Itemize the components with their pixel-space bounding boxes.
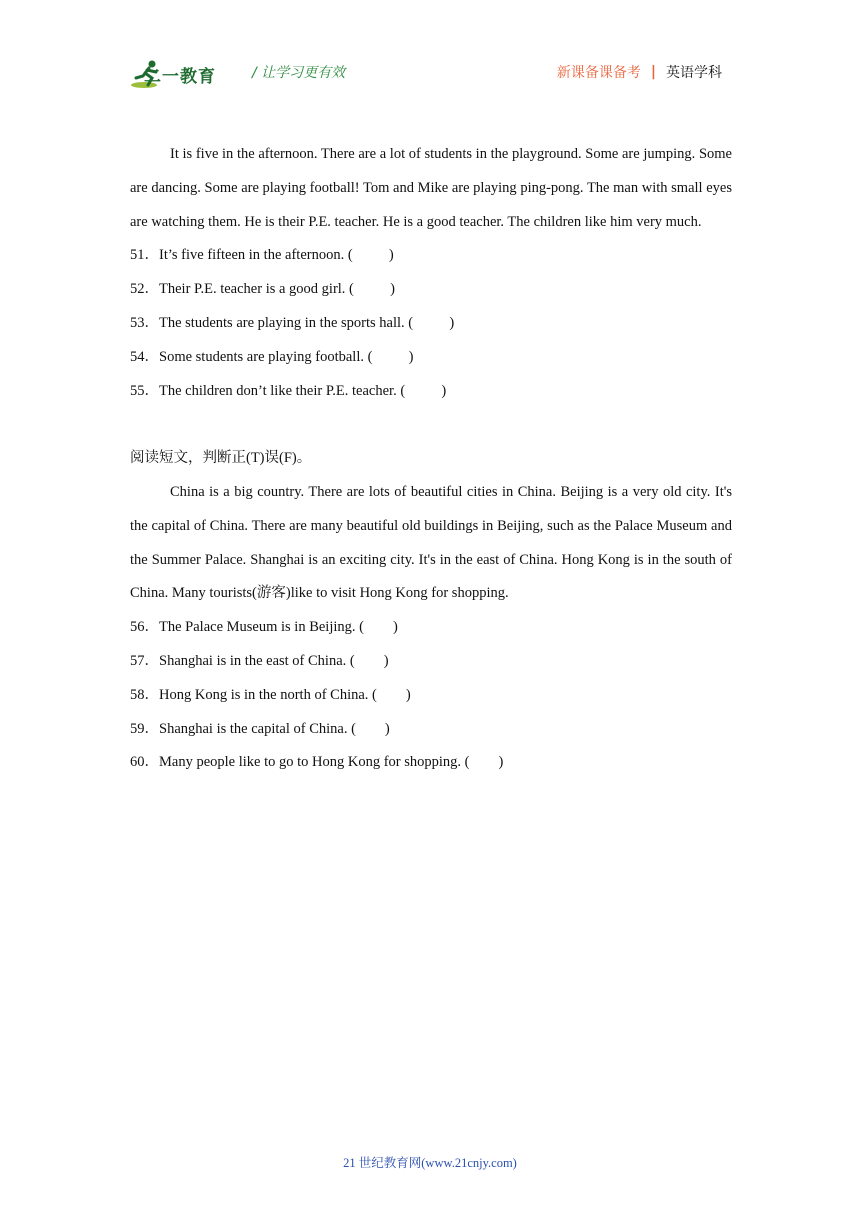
subject-label: 英语学科 <box>666 65 722 81</box>
question-52: 52．Their P.E. teacher is a good girl. ( ) <box>130 281 395 298</box>
slogan: / 让学习更有效 <box>252 65 346 81</box>
question-51: 51．It’s five fifteen in the afternoon. ( ) <box>130 247 394 264</box>
passage-1: It is five in the afternoon. There are a lot of students in the playground. Some are jumping. Some are dancing. Some are playing football! Tom and Mike are playing ping-pong. The man with small eyes are watching them. He is their P.E. teacher. He is a good teacher. The children like him very much. <box>130 146 732 230</box>
question-55: 55．The children don’t like their P.E. teacher. ( ) <box>130 382 447 399</box>
question-53: 53．The students are playing in the sports hall. ( ) <box>130 314 455 331</box>
section-gap <box>130 408 732 442</box>
header-right <box>557 62 722 82</box>
section-instruction: 阅读短文，判断正(T)误(F)。 <box>130 450 312 467</box>
exam-label: 新课备课备考 <box>556 65 641 81</box>
question-58: 58．Hong Kong is in the north of China. ( ) <box>130 686 411 703</box>
logo-text: 二一教育 <box>144 67 216 87</box>
page-footer: 21 世纪教育网(www.21cnjy.com) <box>343 1156 517 1170</box>
page-header <box>0 0 860 100</box>
question-57: 57．Shanghai is in the east of China. ( ) <box>130 652 389 669</box>
question-56: 56．The Palace Museum is in Beijing. ( ) <box>130 619 398 636</box>
passage-2: China is a big country. There are lots of beautiful cities in China. Beijing is a very old city. It's the capital of China. There are many beautiful old buildings in Beijing, such as the Palace Museum and the Summer Palace. Shanghai is an exciting city. It's in the east of China. Hong Kong is in the south of China. Many tourists(游客)like to visit Hong Kong for shopping. <box>130 483 732 602</box>
question-54: 54．Some students are playing football. ( ) <box>130 348 414 365</box>
header-separator: | <box>650 64 656 80</box>
question-59: 59．Shanghai is the capital of China. ( ) <box>130 720 390 737</box>
document-body <box>130 138 732 780</box>
question-60: 60．Many people like to go to Hong Kong for shopping. ( ) <box>130 754 504 771</box>
